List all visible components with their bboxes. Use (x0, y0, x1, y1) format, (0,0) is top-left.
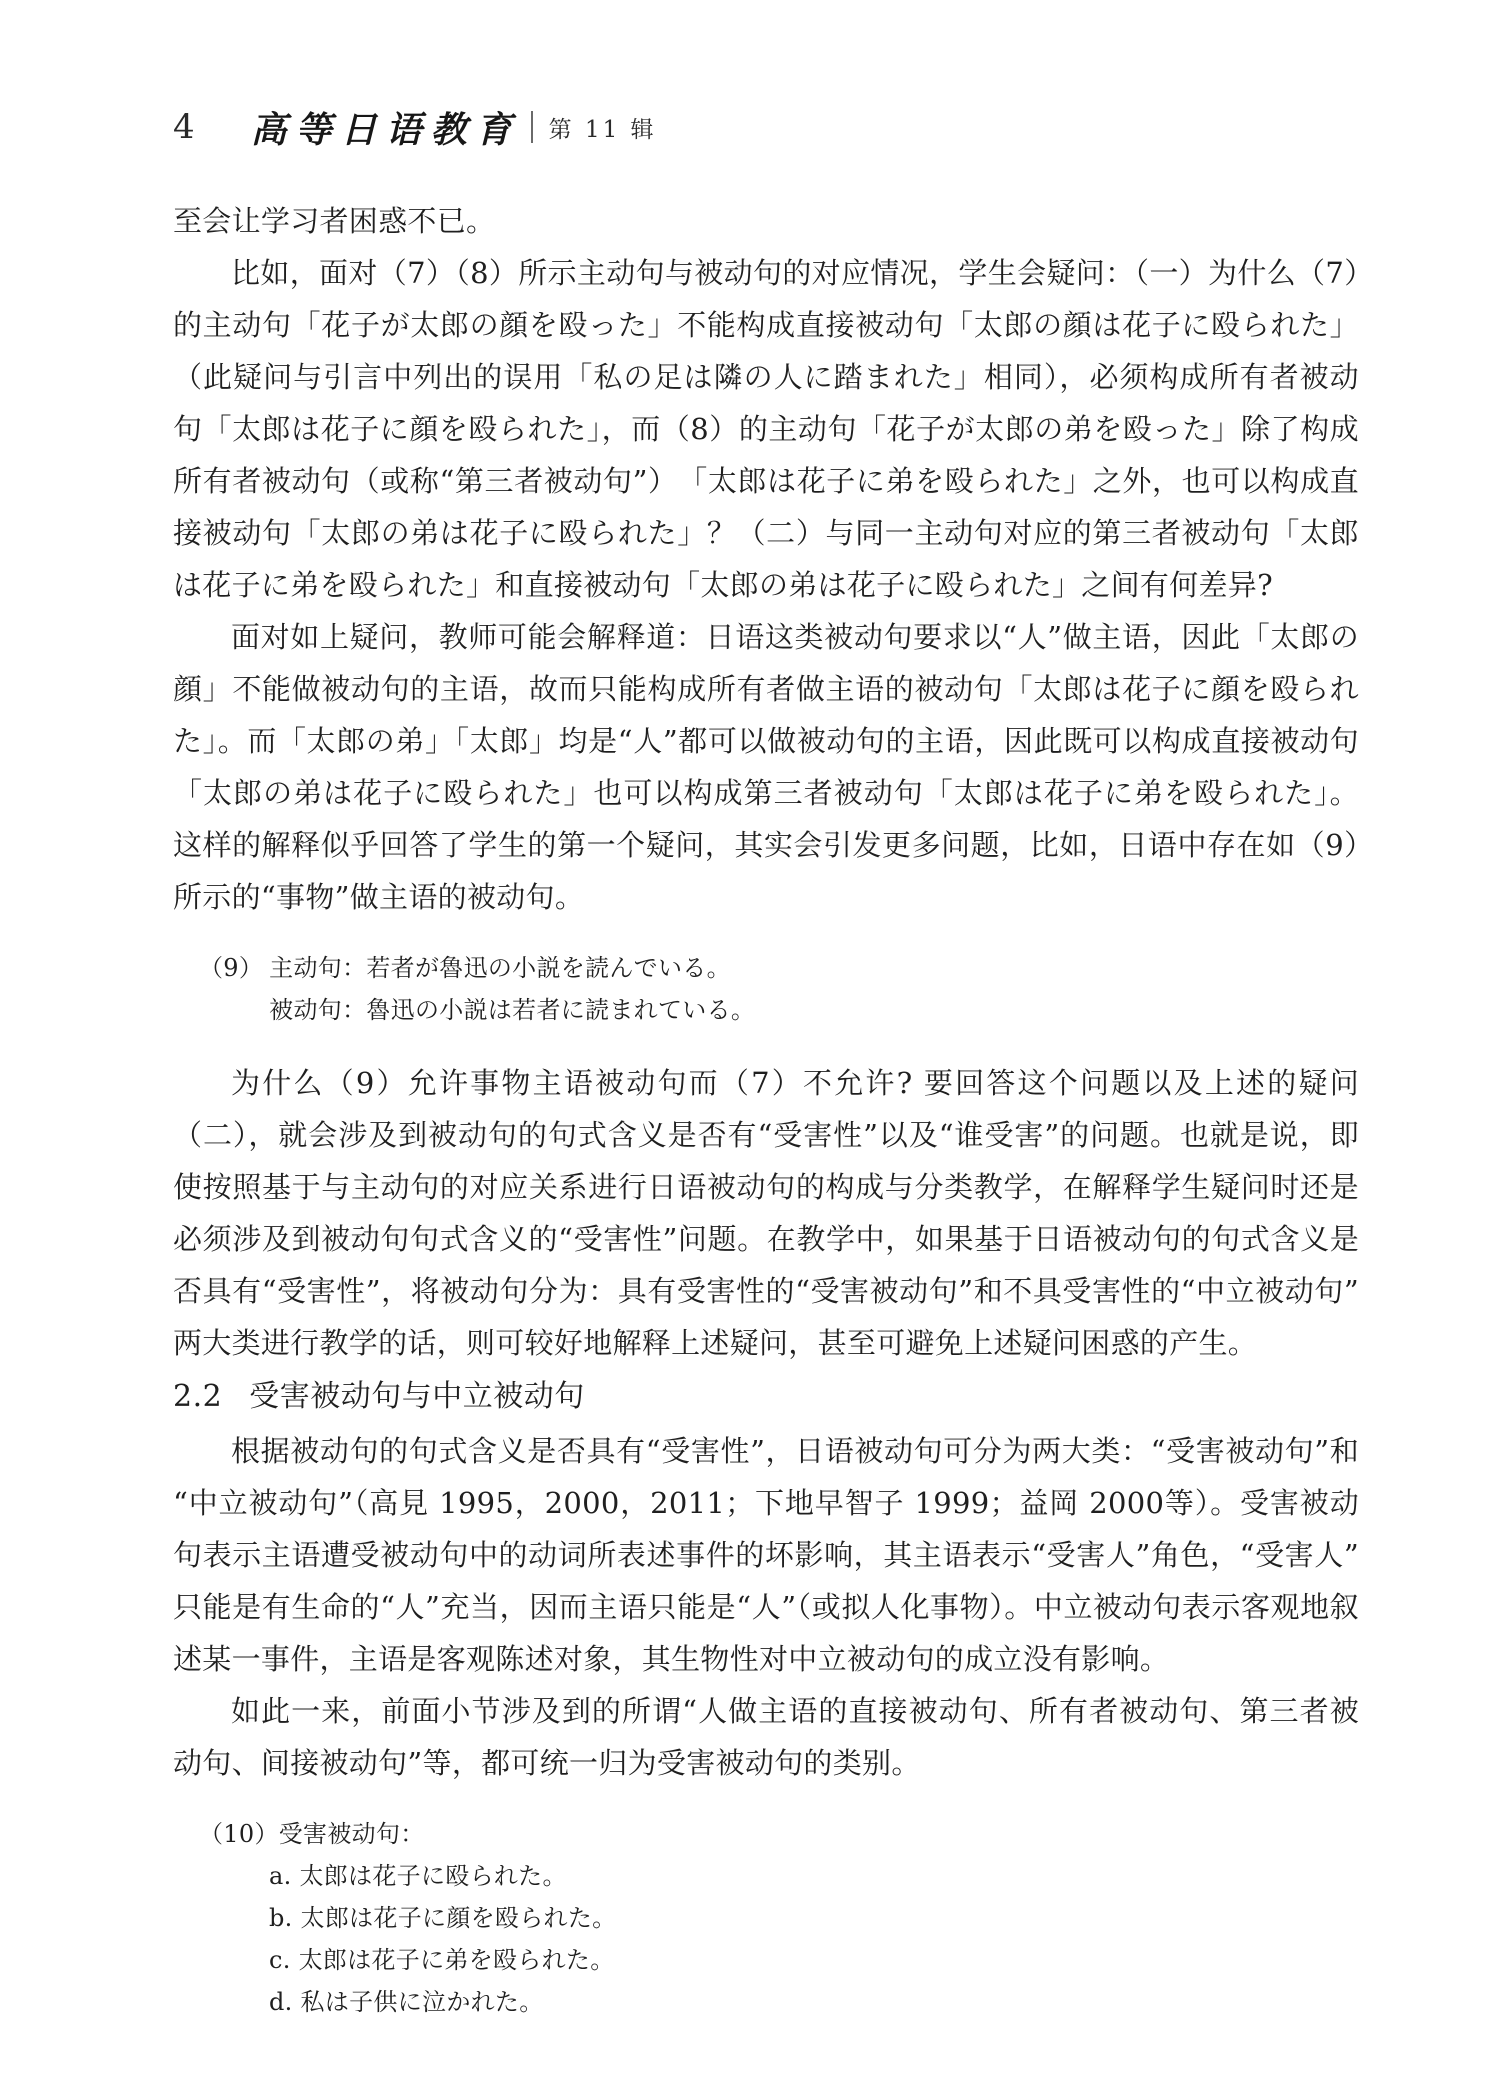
example-9-lines (269, 947, 755, 1031)
example-10-item-a: a. 太郎は花子に殴られた。 (269, 1862, 567, 1890)
example-10-label: （10） (199, 1820, 279, 1848)
example-10-item-d: d. 私は子供に泣かれた。 (269, 1988, 544, 2016)
paragraph-continuation: 至会让学习者困惑不已。 (173, 204, 496, 238)
example-10-items (269, 1855, 1359, 2023)
paragraph-examples-7-8: 比如，面对（7）（8）所示主动句与被动句的对应情况，学生会疑问：（一）为什么（7）的主动句「花子が太郎の顔を殴った」不能构成直接被动句「太郎の顔は花子に殴られた」（此疑问与引言中列出的误用「私の足は隣の人に踏まれた」相同），必须构成所有者被动句「太郎は花子に顔を殴られた」，而（8）的主动句「花子が太郎の弟を殴った」除了构成所有者被动句（或称“第三者被动句”） 「太郎は花子に弟を殴られた」之外，也可以构成直接被动句「太郎の弟は花子に殴られた」？（二）与同一主动句对应的第三者被动句「太郎は花子に弟を殴られた」和直接被动句「太郎の弟は花子に殴られた」之间有何差异? (173, 256, 1359, 602)
journal-title: 高等日语教育 (250, 108, 521, 151)
paragraph-teacher-explanation: 面对如上疑问，教师可能会解释道：日语这类被动句要求以“人”做主语，因此「太郎の顔」不能做被动句的主语，故而只能构成所有者做主语的被动句「太郎は花子に顔を殴られた」。而「太郎の弟」「太郎」均是“人”都可以做被动句的主语，因此既可以构成直接被动句「太郎の弟は花子に殴られた」也可以构成第三者被动句「太郎は花子に弟を殴られた」。这样的解释似乎回答了学生的第一个疑问，其实会引发更多问题，比如，日语中存在如（9）所示的“事物”做主语的被动句。 (173, 620, 1359, 914)
example-9-active-line (269, 947, 755, 989)
example-9-row (199, 947, 1359, 1031)
example-10-header (199, 1813, 1359, 1855)
section-heading-2-2 (173, 1369, 1359, 1425)
header-divider (531, 111, 533, 143)
paragraph-why-question: 为什么（9）允许事物主语被动句而（7）不允许? 要回答这个问题以及上述的疑问（二），就会涉及到被动句的句式含义是否有“受害性”以及“谁受害”的问题。也就是说，即使按照基于与主动句的对应关系进行日语被动句的构成与分类教学，在解释学生疑问时还是必须涉及到被动句句式含义的“受害性”问题。在教学中，如果基于日语被动句的句式含义是否具有“受害性”，将被动句分为：具有受害性的“受害被动句”和不具受害性的“中立被动句”两大类进行教学的话，则可较好地解释上述疑问，甚至可避免上述疑问困惑的产生。 (173, 1066, 1359, 1360)
example-9-block (173, 947, 1359, 1031)
example-9-active-label: 主动句： (269, 954, 367, 982)
example-9-passive-line (269, 989, 755, 1031)
page-number: 4 (173, 107, 195, 147)
example-9-active-sentence: 若者が魯迅の小説を読んでいる。 (366, 954, 731, 982)
example-9-passive-sentence: 魯迅の小説は若者に読まれている。 (366, 996, 756, 1024)
section-number: 2.2 (173, 1379, 223, 1414)
page-body (173, 195, 1359, 2023)
issue-label: 第 11 辑 (548, 116, 657, 143)
paragraph-unified-category: 如此一来，前面小节涉及到的所谓“人做主语的直接被动句、所有者被动句、第三者被动句、间接被动句”等，都可统一归为受害被动句的类别。 (173, 1694, 1359, 1780)
section-title: 受害被动句与中立被动句 (249, 1379, 585, 1414)
example-10-title: 受害被动句： (278, 1820, 425, 1848)
example-9-passive-label: 被动句： (269, 996, 367, 1024)
running-header (173, 103, 1359, 151)
example-10-item-c: c. 太郎は花子に弟を殴られた。 (269, 1946, 615, 1974)
example-10-block (173, 1813, 1359, 2023)
paragraph-two-categories: 根据被动句的句式含义是否具有“受害性”，日语被动句可分为两大类：“受害被动句”和“中立被动句”（高見 1995，2000，2011；下地早智子 1999；益岡 2000等）。受害被动句表示主语遭受被动句中的动词所表述事件的坏影响，其主语表示“受害人”角色，“受害人”只能是有生命的“人”充当，因而主语只能是“人”（或拟人化事物）。中立被动句表示客观地叙述某一事件，主语是客观陈述对象，其生物性对中立被动句的成立没有影响。 (173, 1434, 1359, 1676)
example-9-label: （9） (199, 954, 264, 982)
example-10-item-b: b. 太郎は花子に顔を殴られた。 (269, 1904, 617, 1932)
